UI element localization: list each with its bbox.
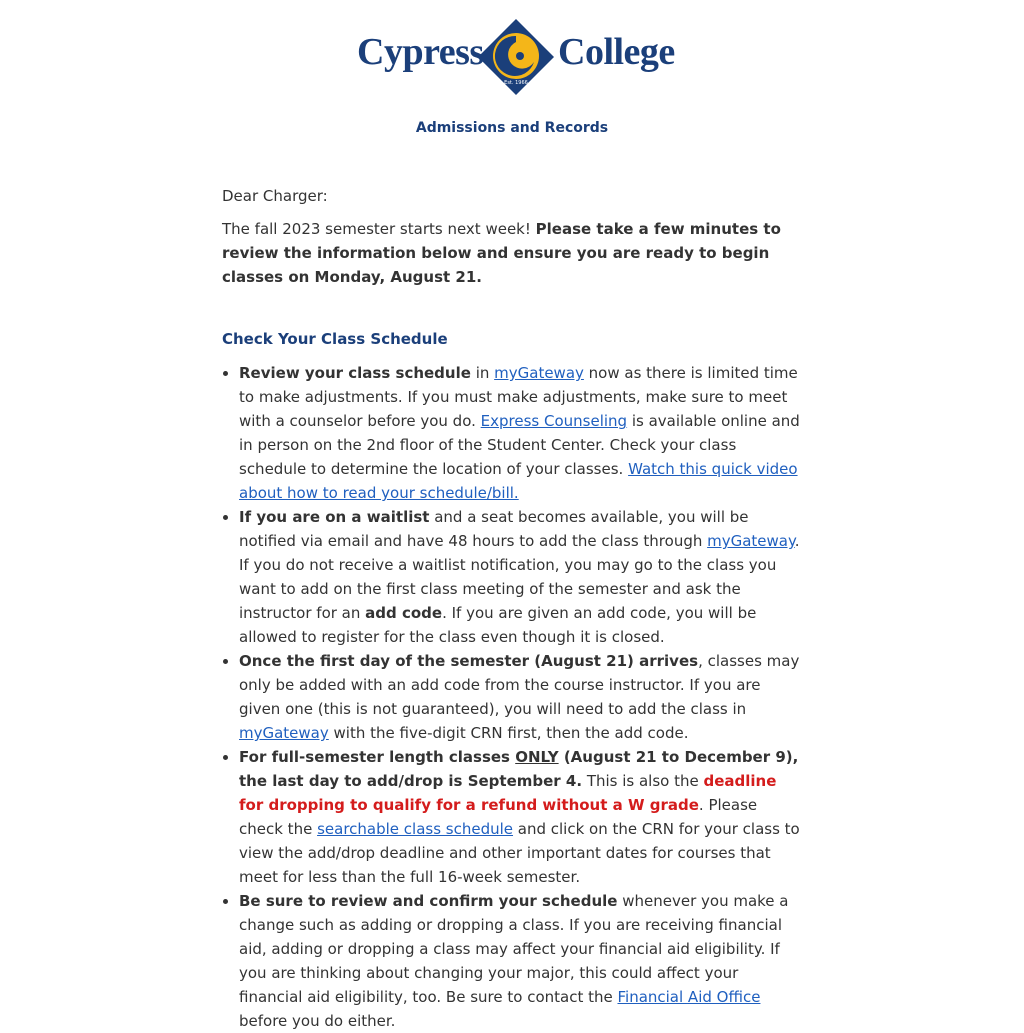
section-heading: Check Your Class Schedule — [222, 330, 448, 348]
intro-emphasis: Please take a few minutes to review the information below and ensure you are ready to begin classes on Monday, August 21. — [222, 220, 781, 286]
mygateway-link[interactable]: myGateway — [707, 532, 795, 550]
schedule-video-link[interactable]: Watch this quick video about how to read your schedule/bill. — [239, 460, 798, 502]
list-item — [239, 361, 802, 505]
item-lead: If you are on a waitlist — [239, 508, 430, 526]
item-text: . Please check the — [239, 796, 758, 838]
department-title: Admissions and Records — [415, 120, 609, 136]
logo-wordmark-left: Cypress — [357, 31, 484, 73]
searchable-schedule-link[interactable]: searchable class schedule — [317, 820, 514, 838]
item-text: and click on the CRN for your class to view the add/drop deadline and other important dates for courses that meet for less than the full 16-week semester. — [239, 820, 800, 886]
add-code-emphasis: add code — [365, 604, 443, 622]
item-text: before you do either. — [239, 1012, 396, 1030]
add-drop-deadline: (August 21 to December 9), the last day to add/drop is September 4. — [239, 748, 799, 790]
item-text: This is also the — [582, 772, 704, 790]
email-body — [222, 184, 802, 1033]
list-item — [239, 745, 802, 889]
financial-aid-link[interactable]: Financial Aid Office — [617, 988, 761, 1006]
item-text: whenever you make a change such as adding or dropping a class. If you are receiving financial aid, adding or dropping a class may affect your financial aid eligibility. If you are thinking about changing your major, this could affect your financial aid eligibility, too. Be sure to contact the — [239, 892, 789, 1006]
item-text: is available online and in person on the 2nd floor of the Student Center. Check your class schedule to determine the location of your classes. — [239, 412, 800, 478]
intro-paragraph — [222, 217, 802, 289]
email-header — [0, 0, 1024, 170]
item-text: with the five-digit CRN first, then the add code. — [328, 724, 689, 742]
only-emphasis: ONLY — [515, 748, 559, 766]
item-text: in — [470, 364, 495, 382]
item-lead: Review your class schedule — [239, 364, 471, 382]
list-item — [239, 889, 802, 1033]
item-text: , classes may only be added with an add code from the course instructor. If you are given one (this is not guaranteed), you will need to add the class in — [239, 652, 800, 718]
schedule-checklist — [222, 361, 802, 1033]
intro-text: The fall 2023 semester starts next week! — [222, 220, 536, 238]
greeting: Dear Charger: — [222, 187, 328, 205]
mygateway-link[interactable]: myGateway — [239, 724, 329, 742]
list-item — [239, 505, 802, 649]
item-text: . If you are given an add code, you will be allowed to register for the class even though it is closed. — [239, 604, 757, 646]
mygateway-link[interactable]: myGateway — [494, 364, 584, 382]
item-text: . If you do not receive a waitlist notification, you may go to the class you want to add on the first class meeting of the semester and ask the instructor for an — [239, 532, 800, 622]
item-text: now as there is limited time to make adjustments. If you must make adjustments, make sure to meet with a counselor before you do. — [239, 364, 798, 430]
refund-deadline-alert: deadline for dropping to qualify for a refund without a W grade — [239, 772, 777, 814]
logo-emblem-icon — [476, 18, 556, 98]
college-logo[interactable] — [0, 18, 1024, 98]
item-lead: Once the first day of the semester (August 21) arrives — [239, 652, 699, 670]
item-text: and a seat becomes available, you will be notified via email and have 48 hours to add the class through — [239, 508, 749, 550]
list-item — [239, 649, 802, 745]
logo-wordmark-right: College — [558, 31, 675, 73]
express-counseling-link[interactable]: Express Counseling — [480, 412, 628, 430]
logo-est-text: Est. 1966 — [504, 80, 528, 86]
item-lead: Be sure to review and confirm your schedule — [239, 892, 618, 910]
item-lead: For full-semester length classes — [239, 748, 516, 766]
